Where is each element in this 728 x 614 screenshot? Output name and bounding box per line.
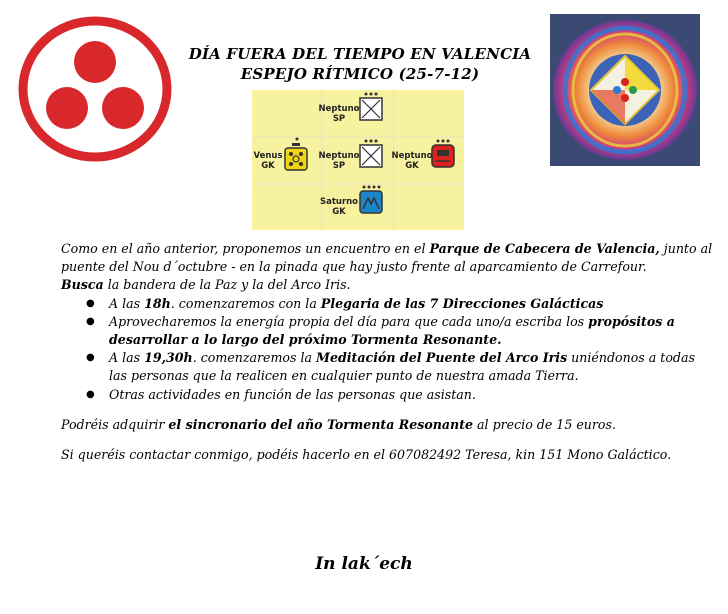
bullet-icon: ● [86, 297, 95, 309]
price-paragraph: Podréis adquirir el sincronario del año Tormenta Resonante al precio de 15 euros. [61, 416, 616, 432]
oracle-center-tone: SP [332, 161, 346, 171]
oracle-right-name: Neptuno [391, 151, 433, 161]
oracle-left-name: Venus [253, 151, 283, 161]
busca-line: Busca la bandera de la Paz y la del Arco Iris. [61, 277, 351, 293]
oracle-top-name: Neptuno [318, 104, 360, 114]
list-item: ● Aprovecharemos la energía propia del día para que cada uno/a escriba los propósitos a desarrollar a lo largo del próximo Tormenta Resonante. [86, 313, 675, 348]
bullet-icon: ● [86, 315, 95, 327]
rainbow-mandala-icon [550, 14, 700, 166]
oracle-top-tone: SP [332, 114, 346, 124]
contact-paragraph: Si queréis contactar conmigo, podéis hacerlo en el 607082492 Teresa, kin 151 Mono Galáctico. [61, 447, 672, 463]
title-line-2: ESPEJO RÍTMICO (25-7-12) [240, 65, 480, 83]
bullet-icon: ● [86, 388, 95, 400]
activity-list [14, 295, 714, 404]
oracle-left-tone: GK [261, 161, 275, 171]
body-text [14, 240, 714, 464]
signature: In lak´ech [315, 554, 413, 574]
banner-of-peace-icon [15, 14, 175, 164]
list-item: ● Otras actividades en función de las personas que asistan. [14, 386, 714, 404]
oracle-center-name: Neptuno [318, 151, 360, 161]
oracle-right-tone: GK [405, 161, 419, 171]
bullet-icon: ● [86, 352, 95, 364]
page-title [180, 44, 540, 84]
oracle-bottom-name: Saturno [319, 197, 359, 207]
intro-paragraph: Como en el año anterior, proponemos un encuentro en el Parque de Cabecera de Valencia, junto al puente del Nou d´octubre - en la pinada que hay justo frente al aparcamiento de Carrefour. [61, 241, 713, 275]
title-line-1: DÍA FUERA DEL TIEMPO EN VALENCIA [188, 45, 532, 63]
oracle-grid [252, 90, 464, 230]
oracle-bottom-tone: GK [332, 207, 346, 217]
list-item: ● A las 19,30h. comenzaremos la Meditación del Puente del Arco Iris uniéndonos a todas las personas que la realicen en cualquier punto de nuestra amada Tierra. [86, 350, 695, 384]
list-item: ● A las 18h. comenzaremos con la Plegaria de las 7 Direcciones Galácticas [14, 295, 714, 313]
